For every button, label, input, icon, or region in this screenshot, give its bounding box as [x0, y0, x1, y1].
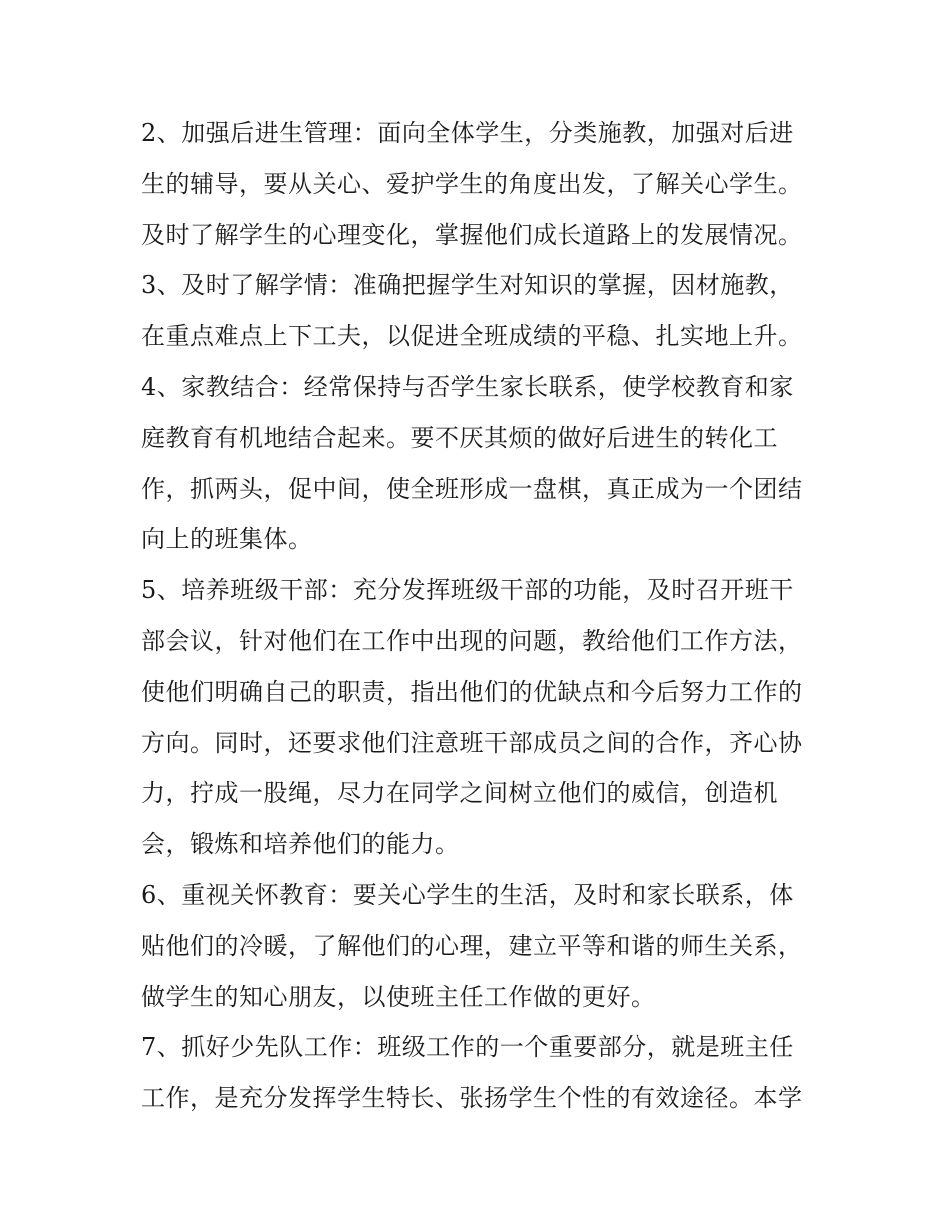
text-line: 作，抓两头，促中间，使全班形成一盘棋，真正成为一个团结 — [141, 474, 803, 503]
text-line: 3、及时了解学情：准确把握学生对知识的掌握，因材施教， — [141, 271, 794, 300]
text-line: 4、家教结合：经常保持与否学生家长联系，使学校教育和家 — [141, 372, 794, 401]
text-line: 力，拧成一股绳，尽力在同学之间树立他们的威信，创造机 — [141, 779, 778, 808]
text-line: 及时了解学生的心理变化，掌握他们成长道路上的发展情况。 — [141, 220, 803, 249]
text-line: 向上的班集体。 — [141, 525, 313, 554]
text-line: 生的辅导，要从关心、爱护学生的角度出发，了解关心学生。 — [141, 169, 803, 198]
text-line: 7、抓好少先队工作：班级工作的一个重要部分，就是班主任 — [141, 1033, 794, 1062]
text-line: 工作，是充分发挥学生特长、张扬学生个性的有效途径。本学 — [141, 1084, 803, 1113]
text-line: 6、重视关怀教育：要关心学生的生活，及时和家长联系，体 — [141, 880, 794, 909]
text-line: 在重点难点上下工夫，以促进全班成绩的平稳、扎实地上升。 — [141, 322, 803, 351]
document-body — [141, 108, 817, 1124]
text-line: 贴他们的冷暖，了解他们的心理，建立平等和谐的师生关系， — [141, 931, 803, 960]
text-line: 2、加强后进生管理：面向全体学生，分类施教，加强对后进 — [141, 119, 794, 147]
text-line: 部会议，针对他们在工作中出现的问题，教给他们工作方法， — [141, 626, 803, 655]
text-line: 方向。同时，还要求他们注意班干部成员之间的合作，齐心协 — [141, 728, 803, 757]
text-line: 庭教育有机地结合起来。要不厌其烦的做好后进生的转化工 — [141, 423, 778, 452]
text-line: 做学生的知心朋友，以使班主任工作做的更好。 — [141, 982, 656, 1011]
text-line: 会，锻炼和培养他们的能力。 — [141, 830, 460, 859]
text-line: 5、培养班级干部：充分发挥班级干部的功能，及时召开班干 — [141, 576, 794, 605]
text-line: 使他们明确自己的职责，指出他们的优缺点和今后努力工作的 — [141, 677, 803, 706]
